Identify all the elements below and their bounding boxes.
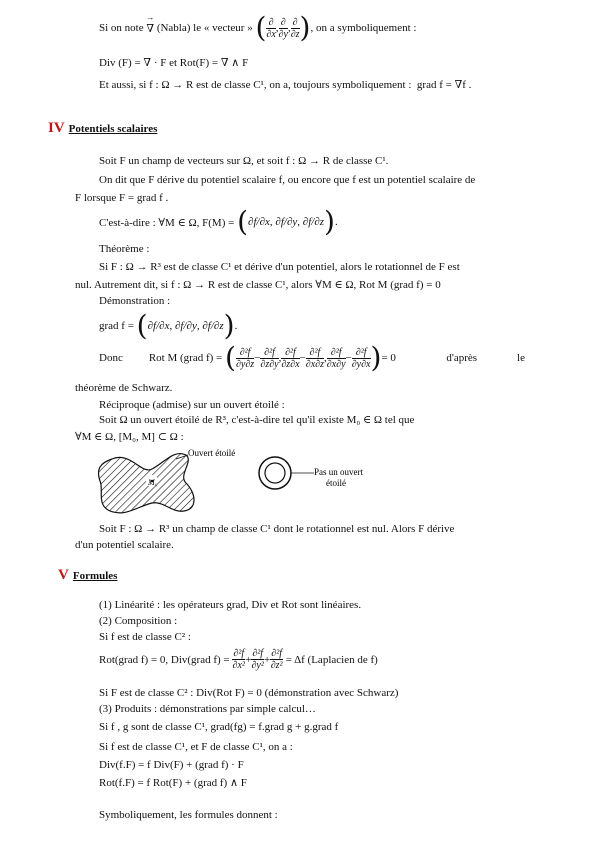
sec4-line1: Soit F un champ de vecteurs sur Ω, et soit f : Ω → R de classe C¹.: [99, 155, 389, 167]
nabla-definition-line: Si on note → ∇ (Nabla) le « vecteur » ( $\frac{\partial}{\partial x}$ , $\frac{\partial}{\partial y}$ , $\frac{\partial}{\partial z}$ ) , on a symboliquement :: [99, 14, 416, 42]
formule-div-produit: Div(f.F) = f Div(F) + (grad f) · F: [99, 759, 244, 771]
schwarz-theorem: théorème de Schwarz.: [75, 382, 173, 394]
formule-linearite: (1) Linéarité : les opérateurs grad, Div et Rot sont linéaires.: [99, 599, 362, 611]
label-pas-ouvert: Pas un ouvert: [314, 467, 363, 477]
formule-rot-produit: Rot(f.F) = f Rot(F) + (grad f) ∧ F: [99, 777, 247, 789]
frac-d-dx: $\frac{\partial}{\partial x}$: [266, 16, 276, 40]
section-title: Potentiels scalaires: [68, 123, 158, 135]
formule-composition: (2) Composition :: [99, 615, 178, 627]
grad-f-components: grad f = ( ∂f/∂x , ∂f/∂y , ∂f/∂z ) .: [99, 309, 238, 342]
label-m0: M₀: [148, 478, 158, 487]
potentiel-line2: d'un potentiel scalaire.: [75, 539, 174, 551]
sec4-line2: On dit que F dérive du potentiel scalaire f, ou encore que f est un potentiel scalaire de: [99, 174, 476, 186]
ouvert-etoile-def1: Soit Ω un ouvert étoilé de R³, c'est-à-dire tel qu'il existe M₀ ∈ Ω tel que: [99, 414, 415, 426]
section-title: Formules: [72, 570, 118, 582]
text-nabla-vecteur: (Nabla) le « vecteur »: [156, 22, 253, 34]
frac-d-dz: $\frac{\partial}{\partial z}$: [290, 16, 300, 40]
sec4-line3: F lorsque F = grad f .: [75, 192, 169, 204]
grad-formula: grad f = ∇f .: [416, 79, 472, 91]
star-shaped-region: [99, 454, 195, 513]
theoreme-line1: Si F : Ω → R³ est de classe C¹ et dérive d'un potentiel, alors le rotationnel de F est: [99, 261, 460, 273]
theoreme-label: Théorème :: [99, 243, 150, 255]
formule-classe-c1: Si f est de classe C¹, et F de classe C¹, on a :: [99, 741, 293, 753]
formule-classe-c2: Si f est de classe C² :: [99, 631, 191, 643]
section-number: IV: [48, 120, 65, 136]
grad-nabla-line: Et aussi, si f : Ω → R est de classe C¹, on a, toujours symboliquement : grad f = ∇f .: [99, 79, 472, 91]
theoreme-line2: nul. Autrement dit, si f : Ω → R est de classe C¹, alors ∀M ∈ Ω, Rot M (grad f) = 0: [75, 279, 441, 291]
text-si-on-note: Si on note: [99, 22, 144, 34]
ouvert-etoile-def2: ∀M ∈ Ω, [M₀, M] ⊂ Ω :: [75, 431, 184, 443]
nabla-symbol: → ∇: [146, 22, 154, 35]
sec4-gradient-components: C'est-à-dire : ∀M ∈ Ω, F(M) = ( ∂f/∂x , ∂f/∂y , ∂f/∂z ) .: [99, 205, 338, 238]
label-ouvert-etoile: Ouvert étoilé: [188, 448, 236, 458]
section-iv-heading: [48, 120, 157, 137]
annulus-inner: [265, 463, 285, 483]
frac-d-dy: $\frac{\partial}{\partial y}$: [278, 16, 288, 40]
star-domain-figure: [90, 445, 390, 520]
potentiel-line1: Soit F : Ω → R³ un champ de classe C¹ dont le rotationnel est nul. Alors F dérive: [99, 523, 455, 535]
reciproque-label: Réciproque (admise) sur un ouvert étoilé :: [99, 399, 285, 411]
formule-laplacien: Rot(grad f) = 0, Div(grad f) = $\frac{\text{∂²f}}{\text{∂x²}}$ + $\frac{\text{∂²f}}{\text{∂y²}}$ + $\frac{\text{∂²f}}{\text{∂z²}}$ = Δf (Laplacien de f): [99, 648, 378, 671]
section-v-heading: [58, 567, 117, 584]
formule-symboliquement: Symboliquement, les formules donnent :: [99, 809, 278, 821]
demonstration-label: Démonstration :: [99, 295, 171, 307]
div-rot-nabla-line: Div (F) = ∇ · F et Rot(F) = ∇ ∧ F: [99, 57, 249, 69]
schwarz-equation: Donc Rot M (grad f) = ( $\frac{\text{∂²f}}{\partial y\partial z}$ − $\frac{\text{∂²f}}{\partial z\partial y}$ , $\frac{\text{∂²f}}{\partial z\partial x}$ − $\frac{\text{∂²f}}{\partial x\partial z}$ , $\frac{\text{∂²f}}{\partial x\partial y}$ − $\frac{\text{∂²f}}{\partial y\partial x}$ ) = 0 d'après le: [99, 341, 525, 374]
section-number: V: [58, 567, 69, 583]
formule-grad-produit: Si f , g sont de classe C¹, grad(fg) = f.grad g + g.grad f: [99, 721, 339, 733]
text-symboliquement: , on a symboliquement :: [310, 22, 417, 34]
annulus-outer: [259, 457, 291, 489]
label-etoile: étoilé: [326, 478, 346, 488]
formule-produits: (3) Produits : démonstrations par simple calcul…: [99, 703, 316, 715]
formule-div-rot: Si F est de classe C² : Div(Rot F) = 0 (démonstration avec Schwarz): [99, 687, 399, 699]
